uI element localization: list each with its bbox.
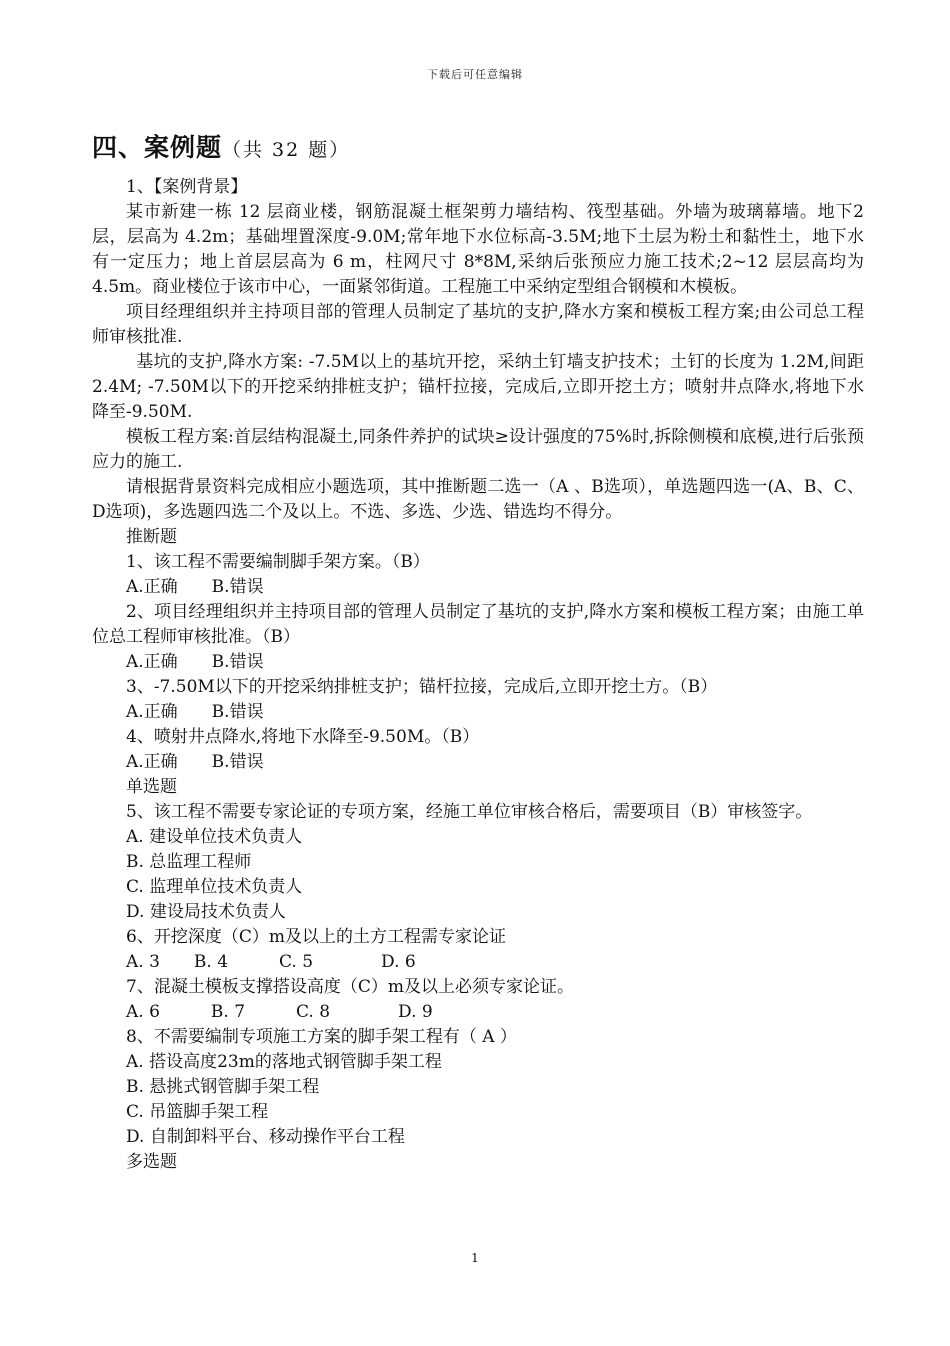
answer-option: C. 监理单位技术负责人 <box>126 877 303 897</box>
answer-options: A.正确 B.错误 <box>126 702 264 722</box>
question: 2、项目经理组织并主持项目部的管理人员制定了基坑的支护,降水方案和模板工程方案；由施工单位总工程师审核批准。（B） <box>92 602 864 647</box>
question-type-heading: 推断题 <box>126 527 177 547</box>
question: 8、不需要编制专项施工方案的脚手架工程有（ A ） <box>126 1027 517 1047</box>
page-number: 1 <box>471 1251 479 1265</box>
answer-option: B. 总监理工程师 <box>126 852 252 872</box>
question: 4、喷射井点降水,将地下水降至-9.50M。（B） <box>126 727 480 747</box>
background-paragraph: 模板工程方案:首层结构混凝土,同条件养护的试块≥设计强度的75%时,拆除侧模和底模,进行后张预应力的施工. <box>92 427 864 472</box>
case-heading: 1、【案例背景】 <box>126 177 248 197</box>
answer-option: C. 吊篮脚手架工程 <box>126 1102 269 1122</box>
section-title <box>92 128 350 164</box>
document-body <box>92 175 864 1175</box>
question: 1、该工程不需要编制脚手架方案。（B） <box>126 552 430 572</box>
answer-option: D. 自制卸料平台、移动操作平台工程 <box>126 1127 405 1147</box>
background-paragraph: 项目经理组织并主持项目部的管理人员制定了基坑的支护,降水方案和模板工程方案;由公司总工程师审核批准. <box>92 302 864 347</box>
section-title-main: 四、案例题 <box>92 133 223 162</box>
question: 5、该工程不需要专家论证的专项方案，经施工单位审核合格后，需要项目（B）审核签字。 <box>126 802 813 822</box>
question: 3、-7.50M以下的开挖采纳排桩支护；锚杆拉接，完成后,立即开挖土方。（B） <box>126 677 718 697</box>
background-paragraph: 某市新建一栋 12 层商业楼，钢筋混凝土框架剪力墙结构、筏型基础。外墙为玻璃幕墙。地下2层，层高为 4.2m；基础埋置深度-9.0M;常年地下水位标高-3.5M;地下土层为粉土和黏性土，地下水有一定压力；地上首层层高为 6 m，柱网尺寸 8*8M,采纳后张预应力施工技术;2~12 层层高均为 4.5m。商业楼位于该市中心，一面紧邻街道。工程施工中采纳定型组合钢模和木模板。 <box>92 202 864 297</box>
answer-options: A. 3 B. 4 C. 5 D. 6 <box>126 952 416 972</box>
answer-option: A. 建设单位技术负责人 <box>126 827 303 847</box>
instructions-paragraph: 请根据背景资料完成相应小题选项，其中推断题二选一（A 、B选项），单选题四选一(A、B、C、 D选项)，多选题四选二个及以上。不选、多选、少选、错选均不得分。 <box>92 477 864 522</box>
question: 7、混凝土模板支撑搭设高度（C）m及以上必须专家论证。 <box>126 977 574 997</box>
answer-option: B. 悬挑式钢管脚手架工程 <box>126 1077 320 1097</box>
answer-options: A.正确 B.错误 <box>126 577 264 597</box>
answer-option: D. 建设局技术负责人 <box>126 902 286 922</box>
answer-options: A.正确 B.错误 <box>126 652 264 672</box>
answer-options: A. 6 B. 7 C. 8 D. 9 <box>126 1002 433 1022</box>
answer-option: A. 搭设高度23m的落地式钢管脚手架工程 <box>126 1052 442 1072</box>
page-header-note: 下载后可任意编辑 <box>427 68 523 81</box>
background-paragraph: 基坑的支护,降水方案: -7.5M以上的基坑开挖，采纳土钉墙支护技术；土钉的长度为 1.2M,间距 2.4M; -7.50M以下的开挖采纳排桩支护；锚杆拉接，完成后,立即开挖土方；喷射井点降水,将地下水降至-9.50M. <box>92 352 864 422</box>
answer-options: A.正确 B.错误 <box>126 752 264 772</box>
question: 6、开挖深度（C）m及以上的土方工程需专家论证 <box>126 927 506 947</box>
question-type-heading: 多选题 <box>126 1152 177 1172</box>
section-title-subtitle: （共 32 题） <box>222 139 351 161</box>
question-type-heading: 单选题 <box>126 777 177 797</box>
